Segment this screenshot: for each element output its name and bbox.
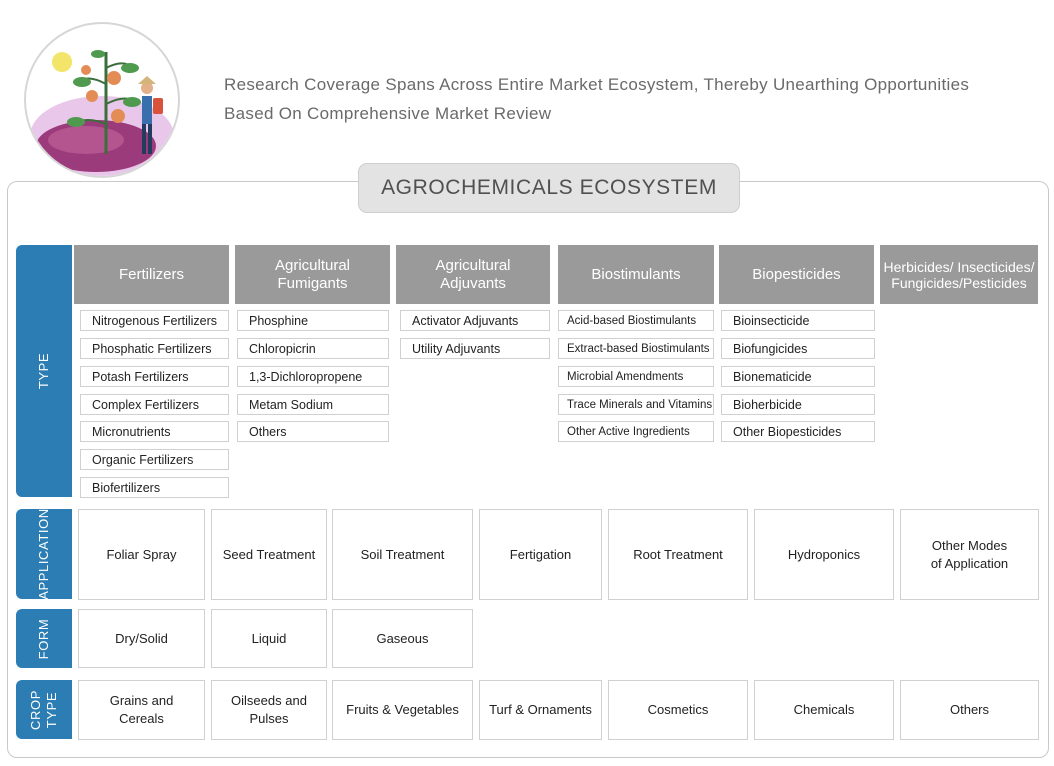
header-line-1: Research Coverage Spans Across Entire Market Ecosystem, Thereby Unearthing Opportunities [224,75,970,94]
crop-type-cell: Chemicals [754,680,894,740]
row-label-crop-type [16,680,72,739]
application-cell: Foliar Spray [78,509,205,600]
list-item: Potash Fertilizers [80,366,229,387]
list-item: Chloropicrin [237,338,389,359]
list-item: Phosphine [237,310,389,331]
list-item: Utility Adjuvants [400,338,550,359]
row-label-application-text: APPLICATION [36,508,51,600]
list-item: Micronutrients [80,421,229,442]
crop-type-cell: Cosmetics [608,680,748,740]
header-line-2: Based On Comprehensive Market Review [224,104,552,123]
crop-type-cell: Oilseeds and Pulses [211,680,327,740]
application-cell: Hydroponics [754,509,894,600]
list-item: Others [237,421,389,442]
category-biostimulants: Biostimulants [558,245,714,304]
list-item: Biofertilizers [80,477,229,498]
category-adjuvants: Agricultural Adjuvants [396,245,550,304]
list-item: Bioherbicide [721,394,875,415]
header-description [224,70,1044,128]
ecosystem-title: AGROCHEMICALS ECOSYSTEM [358,163,740,213]
row-label-crop-type-text: CROP TYPE [28,689,59,730]
form-cell: Dry/Solid [78,609,205,668]
category-biopesticides: Biopesticides [719,245,874,304]
row-label-type-text: TYPE [36,352,51,390]
crop-type-cell: Fruits & Vegetables [332,680,473,740]
application-cell: Seed Treatment [211,509,327,600]
list-item: Bioinsecticide [721,310,875,331]
application-cell: Soil Treatment [332,509,473,600]
application-cell: Root Treatment [608,509,748,600]
row-label-form-text: FORM [36,618,51,659]
row-label-application [16,509,72,599]
form-cell: Liquid [211,609,327,668]
category-herbicides-pesticides: Herbicides/ Insecticides/ Fungicides/Pesticides [880,245,1038,304]
application-cell: Other Modes of Application [900,509,1039,600]
row-label-form [16,609,72,668]
list-item: Extract-based Biostimulants [558,338,714,359]
application-cell: Fertigation [479,509,602,600]
row-label-type [16,245,72,497]
list-item: Nitrogenous Fertilizers [80,310,229,331]
form-cell: Gaseous [332,609,473,668]
list-item: Phosphatic Fertilizers [80,338,229,359]
list-item: 1,3-Dichloropropene [237,366,389,387]
list-item: Organic Fertilizers [80,449,229,470]
list-item: Metam Sodium [237,394,389,415]
category-fumigants: Agricultural Fumigants [235,245,390,304]
category-fertilizers: Fertilizers [74,245,229,304]
list-item: Biofungicides [721,338,875,359]
list-item: Activator Adjuvants [400,310,550,331]
list-item: Other Biopesticides [721,421,875,442]
list-item: Other Active Ingredients [558,421,714,442]
crop-type-cell: Others [900,680,1039,740]
list-item: Trace Minerals and Vitamins [558,394,714,415]
crop-type-cell: Turf & Ornaments [479,680,602,740]
list-item: Acid-based Biostimulants [558,310,714,331]
crop-type-cell: Grains and Cereals [78,680,205,740]
farmer-illustration [24,22,180,178]
plant-farmer-icon [26,24,178,176]
list-item: Complex Fertilizers [80,394,229,415]
list-item: Microbial Amendments [558,366,714,387]
list-item: Bionematicide [721,366,875,387]
